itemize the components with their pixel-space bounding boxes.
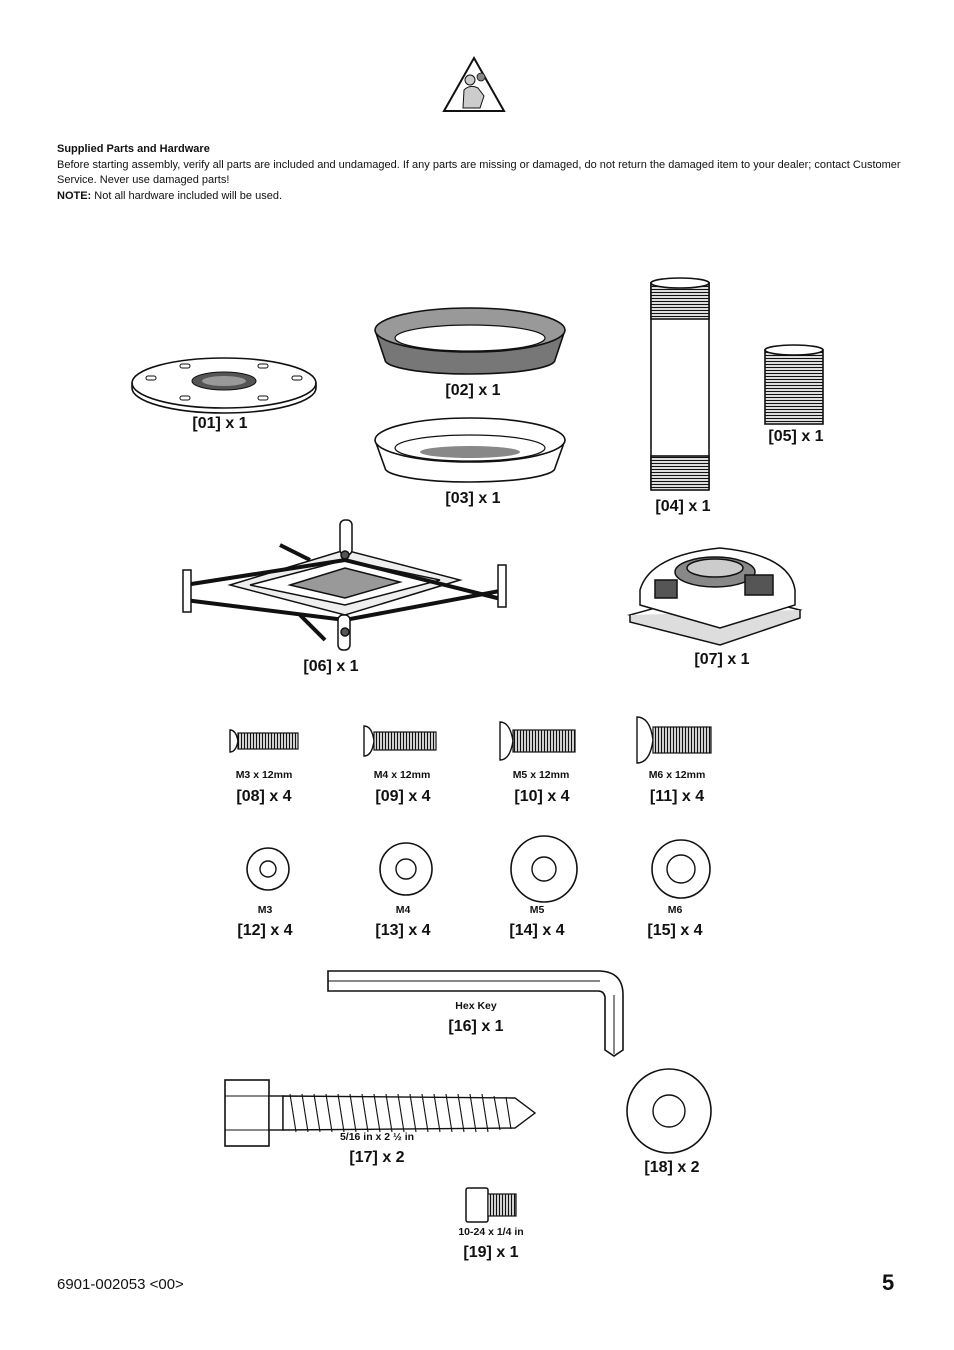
dark-trim-ring-drawing [375,308,565,374]
part-label-11: [11] x 4 [649,788,705,805]
size-label-16: Hex Key [455,1000,497,1012]
light-trim-ring-drawing [375,418,565,482]
part-label-07: [07] x 1 [694,651,750,668]
set-screw-drawing [466,1188,516,1222]
part-label-05: [05] x 1 [768,428,824,445]
size-label-13: M4 [395,904,411,916]
two-person-warning-icon [444,58,504,111]
ceiling-plate-drawing [132,358,316,413]
note-text: Not all hardware included will be used. [91,189,283,202]
section-heading: Supplied Parts and Hardware [57,143,210,155]
screw-m6-drawing [637,717,711,763]
part-label-17: [17] x 2 [349,1149,405,1166]
part-label-15: [15] x 4 [647,922,703,939]
part-label-12: [12] x 4 [237,922,293,939]
size-label-17: 5/16 in x 2 ½ in [339,1131,415,1143]
quick-connect-mount-drawing [630,548,800,645]
large-washer-drawing [627,1069,711,1153]
part-label-09: [09] x 4 [375,788,431,805]
page-number: 5 [882,1270,895,1295]
hex-key-drawing [328,971,623,1056]
size-label-19: 10-24 x 1/4 in [458,1226,524,1238]
part-label-14: [14] x 4 [509,922,565,939]
washer-m3-drawing [247,848,289,890]
size-label-15: M6 [667,904,683,916]
part-label-10: [10] x 4 [514,788,570,805]
part-label-01: [01] x 1 [192,415,248,432]
part-label-02: [02] x 1 [445,382,501,399]
washer-m6-drawing [652,840,710,898]
intro-body: Before starting assembly, verify all parts are included and undamaged. If any parts are missing or damaged, do not return the damaged item to your dealer; contact Customer Service. Never use damaged parts! [57,158,901,186]
short-pipe-drawing [765,345,823,424]
washer-m5-drawing [511,836,577,902]
size-label-14: M5 [529,904,545,916]
intro-section [57,142,907,204]
part-label-06: [06] x 1 [303,658,359,675]
part-label-04: [04] x 1 [655,498,711,515]
washer-m4-drawing [380,843,432,895]
screw-m5-drawing [500,722,575,760]
part-label-08: [08] x 4 [236,788,292,805]
part-label-03: [03] x 1 [445,490,501,507]
size-label-08: M3 x 12mm [235,769,293,781]
part-label-16: [16] x 1 [448,1018,504,1035]
part-label-13: [13] x 4 [375,922,431,939]
size-label-10: M5 x 12mm [512,769,570,781]
screw-m3-drawing [230,730,298,752]
part-label-18: [18] x 2 [644,1159,700,1176]
document-number: 6901-002053 <00> [57,1276,184,1293]
universal-adapter-bracket-drawing [183,520,506,650]
size-label-11: M6 x 12mm [648,769,706,781]
size-label-12: M3 [257,904,273,916]
note-line [57,189,907,205]
part-label-19: [19] x 1 [463,1244,519,1261]
size-label-09: M4 x 12mm [373,769,431,781]
screw-m4-drawing [364,726,436,756]
note-label: NOTE: [57,189,92,202]
long-pipe-drawing [651,278,709,490]
